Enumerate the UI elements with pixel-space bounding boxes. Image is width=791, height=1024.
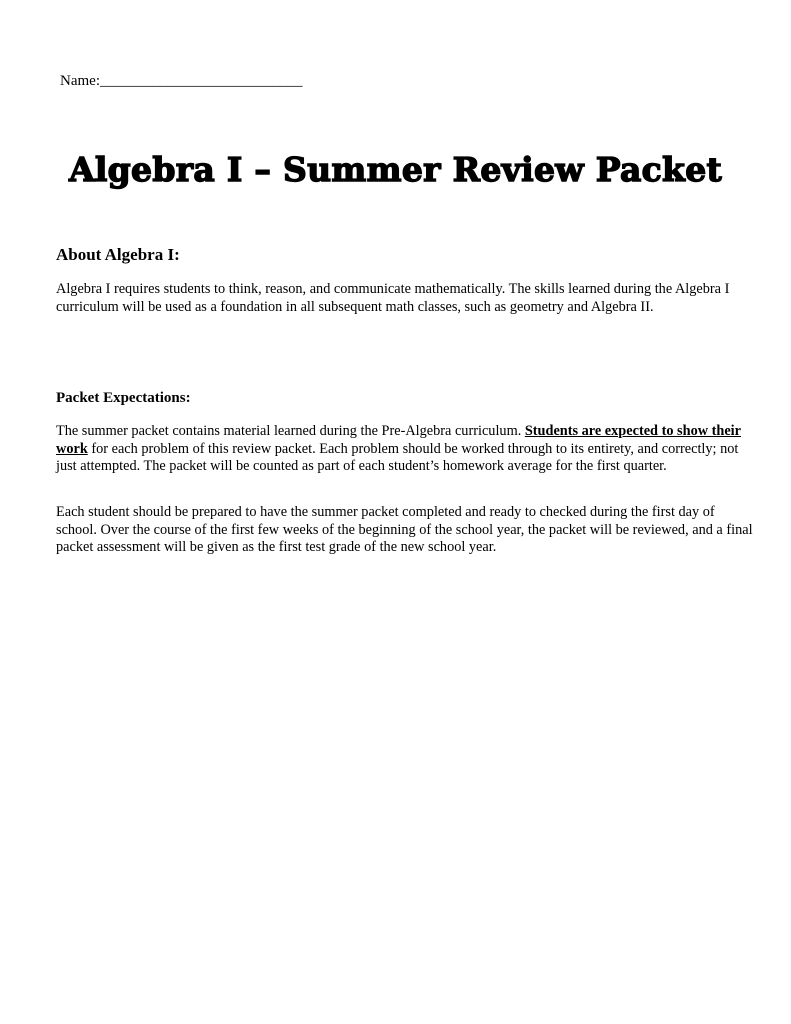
- about-paragraph: Algebra I requires students to think, reason, and communicate mathematically. The skills learned during the Algebra I curriculum will be used as a foundation in all subsequent math classes, such as geometry and Algebra II.: [56, 281, 730, 315]
- expectations-heading: Packet Expectations:: [56, 390, 191, 406]
- name-field-label: Name:___________________________: [60, 73, 303, 89]
- expectations-paragraph: [56, 423, 746, 476]
- about-heading: About Algebra I:: [56, 245, 180, 264]
- expectations-text-after: for each problem of this review packet. Each problem should be worked through to its entirety, and correctly; not just attempted. The packet will be counted as part of each student’s homework average for the first quarter.: [56, 440, 739, 475]
- expectations-text-before: The summer packet contains material learned during the Pre-Algebra curriculum.: [56, 423, 525, 439]
- preparation-paragraph: Each student should be prepared to have the summer packet completed and ready to checked during the first day of school. Over the course of the first few weeks of the beginning of the school year, the packet will be reviewed, and a final packet assessment will be given as the first test grade of the new school year.: [56, 504, 753, 556]
- page-title: Algebra I – Summer Review Packet: [68, 150, 723, 189]
- expectations-emphasis: Students are expected to show their work: [56, 423, 742, 457]
